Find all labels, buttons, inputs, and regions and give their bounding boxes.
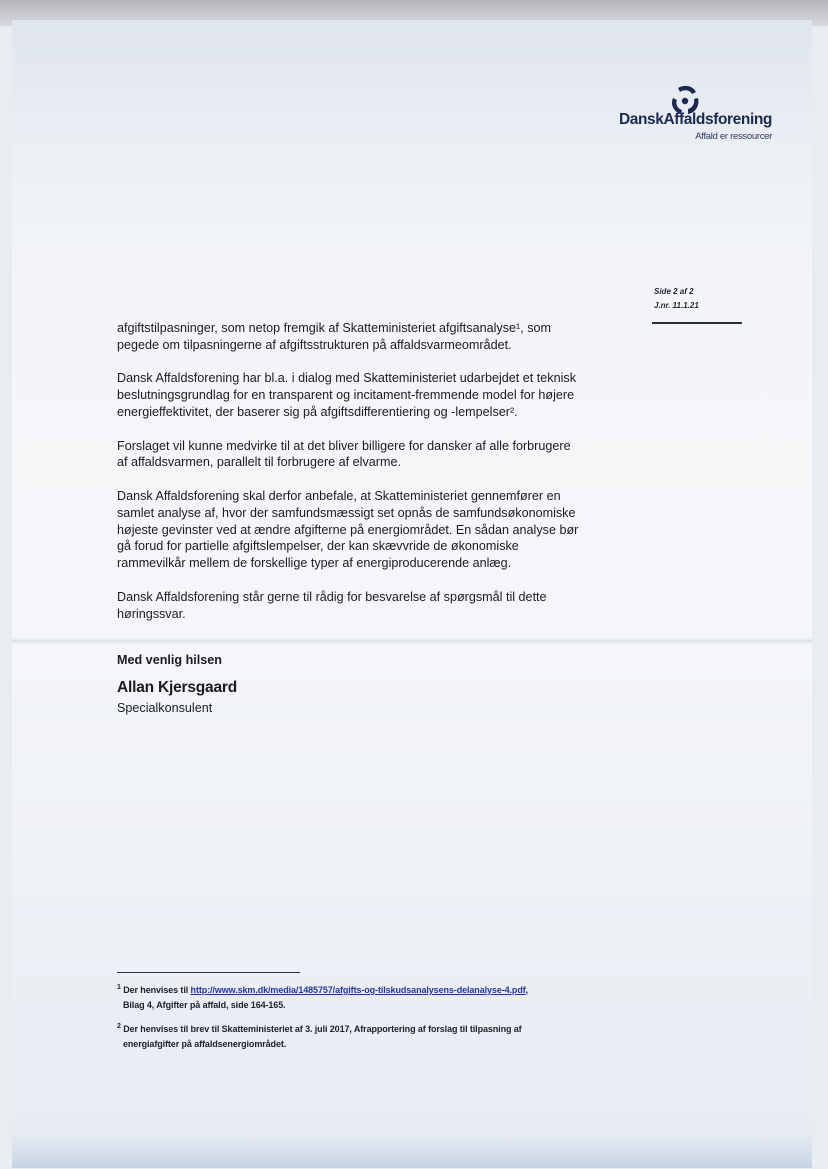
org-logo	[572, 84, 772, 174]
footnote-text: energiafgifter på affaldsenergiområdet.	[123, 1039, 287, 1049]
paragraph: Dansk Affaldsforening har bl.a. i dialog med Skatteministeriet udarbejdet et teknisk beslutningsgrundlag for en transparent og incitament-fremmende model for højere energieffektivitet, der baserer sig på afgiftsdifferentiering og -lempelser².	[117, 371, 576, 419]
org-tagline: Affald er ressourcer	[695, 131, 772, 142]
footnotes	[117, 980, 577, 1058]
signer-title: Specialkonsulent	[117, 701, 213, 715]
paragraph: Forslaget vil kunne medvirke til at det bliver billigere for dansker af alle forbrugere af affaldsvarmen, parallelt til forbrugere af elvarme.	[117, 438, 571, 470]
scan-bottom-band	[12, 1134, 812, 1168]
letter-body	[117, 320, 579, 639]
signature-block	[117, 653, 237, 715]
org-name: DanskAffaldsforening	[618, 111, 772, 128]
document-page	[12, 20, 812, 1168]
footnote-text: Der henvises til	[123, 985, 191, 995]
paragraph: Dansk Affaldsforening står gerne til rådig for besvarelse af spørgsmål til dette høringssvar.	[117, 589, 547, 621]
footnote-link[interactable]: http://www.skm.dk/media/1485757/afgifts-og-tilskudsanalysens-delanalyse-4.pdf	[190, 985, 526, 995]
footnote-2	[117, 1019, 577, 1052]
footnote-mark: 2	[117, 1023, 121, 1030]
journal-number: J.nr. 11.1.21	[654, 301, 699, 310]
paragraph: afgiftstilpasninger, som netop fremgik af Skatteministeriet afgiftsanalyse¹, som pegede om tilpasningerne af afgiftsstrukturen på affaldsvarmeområdet.	[117, 321, 551, 352]
footnote-divider	[117, 972, 300, 973]
footnote-text: Der henvises til brev til Skatteministeriet af 3. juli 2017, Afrapportering af forslag til tilpasning af	[123, 1024, 522, 1034]
page-number: Side 2 af 2	[654, 287, 694, 296]
page-meta	[654, 287, 744, 315]
footnote-text: Bilag 4, Afgifter på affald, side 164-165.	[123, 1000, 286, 1010]
footnote-1	[117, 980, 577, 1013]
closing-greeting: Med venlig hilsen	[117, 653, 222, 667]
footnote-mark: 1	[117, 984, 121, 991]
signer-name: Allan Kjersgaard	[117, 679, 237, 696]
footnote-text: ,	[525, 985, 529, 995]
meta-divider	[652, 322, 742, 324]
paragraph: Dansk Affaldsforening skal derfor anbefale, at Skatteministeriet gennemfører en samlet analyse af, hvor der samfundsmæssigt set opnås de samfundsøkonomiske højeste gevinster ved at ændre afgifterne på energiområdet. En sådan analyse bør gå forud for partielle afgiftslempelser, der kan skævvride de økonomiske rammevilkår mellem de forskellige typer af energiproducerende anlæg.	[117, 488, 579, 571]
